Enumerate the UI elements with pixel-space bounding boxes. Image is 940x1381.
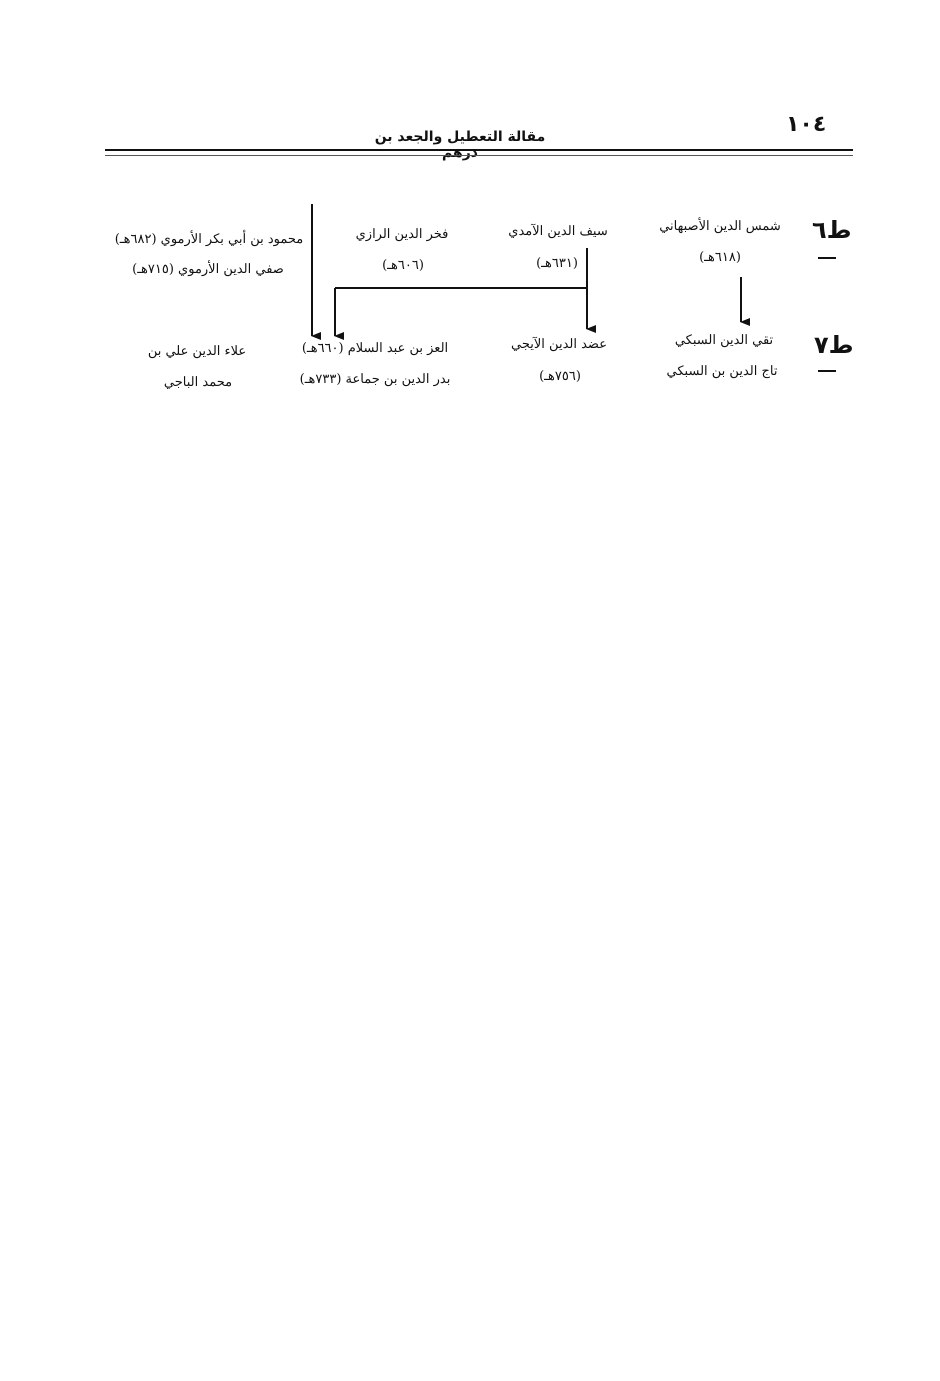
- taj-subki-name: تاج الدين بن السبكي: [666, 364, 778, 379]
- ibn-jamaa-name: بدر الدين بن جماعة (٧٣٣هـ): [299, 372, 451, 387]
- urmawi-name: محمود بن أبي بكر الأرموي (٦٨٢هـ): [114, 232, 304, 247]
- baji-name-2: محمد الباجي: [163, 375, 233, 390]
- razi-date: (٦٠٦هـ): [382, 258, 424, 273]
- taqi-subki-name: تقي الدين السبكي: [674, 333, 774, 348]
- safi-urmawi-name: صفي الدين الأرموي (٧١٥هـ): [132, 262, 284, 277]
- page-number: ١٠٤: [786, 112, 827, 137]
- baji-name: علاء الدين علي بن: [147, 344, 247, 359]
- isfahani-name: شمس الدين الأصبهاني: [659, 219, 781, 234]
- row-marker-t6: ط٦: [812, 216, 852, 244]
- iji-name: عضد الدين الآيجي: [511, 337, 607, 352]
- running-title: مقالة التعطيل والجعد بن درهم: [374, 129, 546, 161]
- isfahani-date: (٦١٨هـ): [699, 250, 741, 265]
- izz-name: العز بن عبد السلام (٦٦٠هـ): [301, 341, 449, 356]
- row-marker-t7: ط٧: [814, 331, 854, 359]
- amidi-name: سيف الدين الآمدي: [508, 224, 608, 239]
- amidi-date: (٦٣١هـ): [536, 256, 578, 271]
- iji-date: (٧٥٦هـ): [539, 369, 581, 384]
- razi-name: فخر الدين الرازي: [355, 227, 449, 242]
